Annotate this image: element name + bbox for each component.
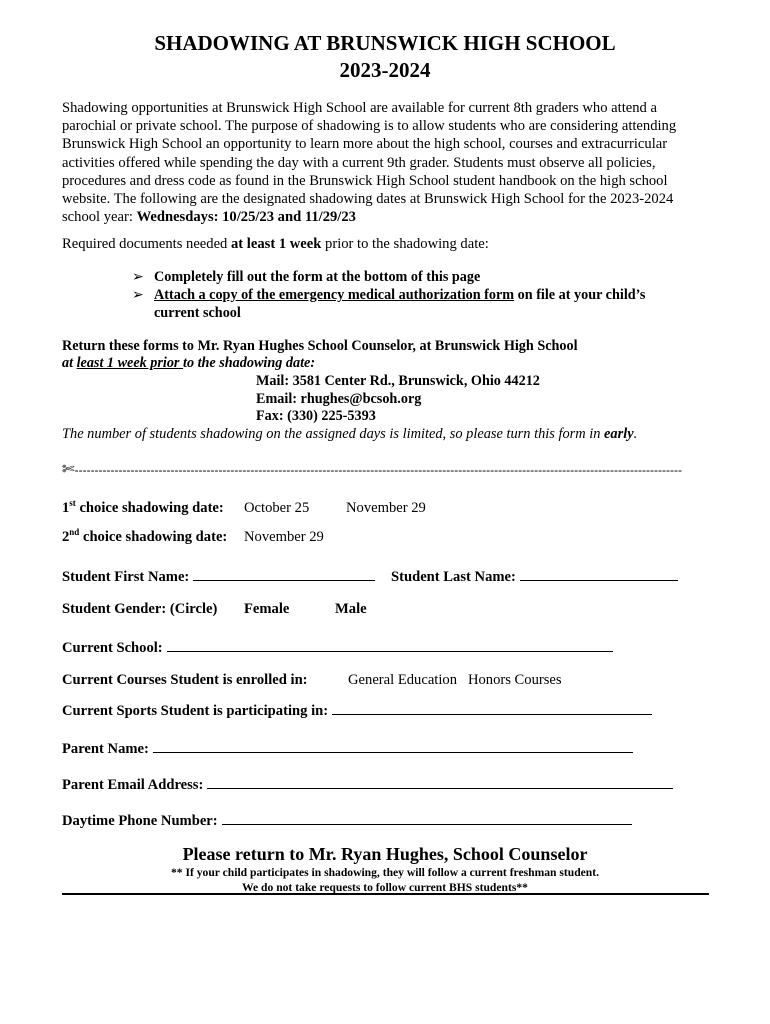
parent-email-label: Parent Email Address:: [62, 777, 204, 793]
footer-title: Please return to Mr. Ryan Hughes, School Counselor: [182, 844, 588, 864]
return-instructions: Return these forms to Mr. Ryan Hughes School Counselor, at Brunswick High School: [62, 338, 578, 354]
limited-notice: [62, 426, 637, 443]
first-choice-superscript: st: [69, 498, 76, 509]
required-suffix: prior to the shadowing date:: [321, 236, 489, 252]
required-documents-list: [132, 268, 712, 322]
first-choice-label-text: choice shadowing date:: [75, 500, 224, 516]
current-school-row: [62, 637, 613, 657]
daytime-phone-field[interactable]: [222, 810, 632, 825]
bullet-text-underlined: Attach a copy of the emergency medical authorization form: [154, 287, 515, 303]
page-subtitle-year: 2023-2024: [339, 58, 431, 82]
parent-email-row: [62, 774, 673, 794]
current-sports-row: [62, 700, 652, 720]
first-choice-row: [62, 500, 224, 517]
second-choice-label: [62, 529, 227, 545]
second-choice-option-november[interactable]: November 29: [244, 529, 324, 545]
second-choice-row: [62, 529, 227, 546]
required-bold: at least 1 week: [231, 236, 322, 252]
current-school-label: Current School:: [62, 640, 163, 656]
contact-fax: Fax: (330) 225-5393: [256, 408, 376, 425]
student-last-name-field[interactable]: [520, 566, 678, 581]
return-rest: to the shadowing date:: [183, 355, 316, 371]
limited-end: .: [633, 426, 638, 442]
scissors-icon: ✄: [62, 461, 75, 478]
intro-dates: Wednesdays: 10/25/23 and 11/29/23: [136, 209, 356, 226]
arrow-bullet-icon: ➢: [132, 269, 144, 285]
student-last-name-label: Student Last Name:: [391, 569, 516, 585]
footer-note: [0, 866, 770, 895]
bullet-text: Completely fill out the form at the bottom of this page: [154, 269, 481, 285]
limited-text: The number of students shadowing on the assigned days is limited, so please turn this form in: [62, 426, 605, 442]
daytime-phone-row: [62, 810, 632, 830]
intro-paragraph: [62, 99, 712, 226]
student-first-name-field[interactable]: [193, 566, 375, 581]
gender-option-male[interactable]: Male: [335, 601, 367, 617]
bullet-text: on file at your child’s: [514, 287, 646, 303]
parent-name-row: [62, 738, 633, 758]
footer-divider: [62, 893, 709, 895]
daytime-phone-label: Daytime Phone Number:: [62, 813, 218, 829]
first-choice-label: [62, 500, 224, 516]
student-first-name-label: Student First Name:: [62, 569, 190, 585]
second-choice-superscript: nd: [69, 527, 80, 538]
student-gender-label: Student Gender: (Circle): [62, 601, 218, 617]
second-choice-number: 2: [62, 529, 70, 545]
intro-text: Shadowing opportunities at Brunswick High School are available for current 8th graders who attend a parochial or private school. The purpose of shadowing is to allow students who are considering attending Brunswick High School an opportunity to learn more about the high school, courses and extracurricular activities offered while spending the day with a current 9th grader. Students must observe all policies, procedures and dress code as found in the Brunswick High School student handbook on the high school website. The following are the designated shadowing dates at Brunswick High School for the 2023-2024 school year:: [62, 100, 677, 226]
bullet-text-continued: current school: [154, 305, 241, 321]
page-title: SHADOWING AT BRUNSWICK HIGH SCHOOL: [154, 31, 616, 55]
parent-name-label: Parent Name:: [62, 741, 149, 757]
student-first-name-row: [62, 566, 375, 586]
return-underlined: least 1 week prior: [76, 355, 183, 371]
required-prefix: Required documents needed: [62, 236, 231, 252]
current-courses-label: Current Courses Student is enrolled in:: [62, 672, 308, 688]
footer-note-line1: ** If your child participates in shadowing, they will follow a current freshman student.: [170, 866, 600, 879]
cut-dashes: --------------------------------------------------------------------------------------------------------------------------------------------------------: [74, 463, 682, 477]
student-last-name-row: [391, 566, 678, 586]
arrow-bullet-icon: ➢: [132, 287, 144, 303]
cut-line: [62, 460, 702, 482]
limited-bold: early: [604, 426, 634, 442]
gender-option-female[interactable]: Female: [244, 601, 290, 617]
parent-email-field[interactable]: [207, 774, 673, 789]
list-item: [132, 286, 712, 322]
second-choice-label-text: choice shadowing date:: [79, 529, 228, 545]
current-courses-options[interactable]: General Education Honors Courses: [348, 672, 562, 688]
contact-block: [256, 373, 540, 426]
current-school-field[interactable]: [167, 637, 613, 652]
first-choice-option-october[interactable]: October 25: [244, 500, 310, 516]
first-choice-number: 1: [62, 500, 70, 516]
current-sports-field[interactable]: [332, 700, 652, 715]
footer-note-line2: We do not take requests to follow current BHS students**: [242, 880, 528, 894]
first-choice-option-november[interactable]: November 29: [346, 500, 426, 516]
contact-email: Email: rhughes@bcsoh.org: [256, 390, 422, 407]
required-documents-line: [62, 236, 489, 253]
current-sports-label: Current Sports Student is participating in:: [62, 703, 329, 719]
return-deadline: [62, 355, 315, 372]
parent-name-field[interactable]: [153, 738, 633, 753]
contact-mail: Mail: 3581 Center Rd., Brunswick, Ohio 44212: [256, 373, 540, 389]
return-at: at: [62, 355, 77, 371]
list-item: [132, 268, 712, 286]
